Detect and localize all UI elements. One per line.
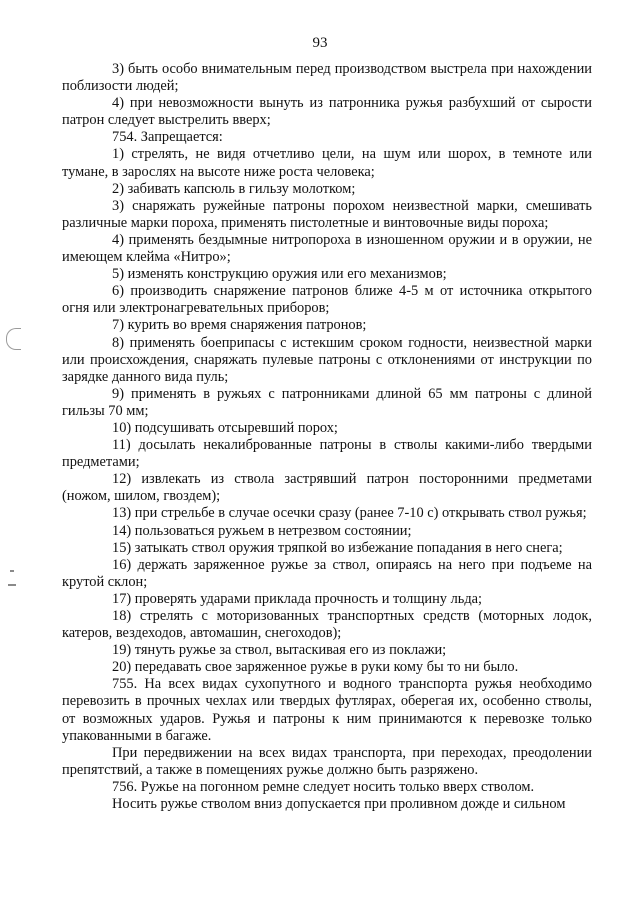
- scan-binding-mark: [6, 566, 16, 594]
- paragraph: 8) применять боеприпасы с истекшим сроком годности, неизвестной марки или происхождения, снаряжать пулевые патроны с отклонениями от инструкции по зарядке данного вида пуль;: [62, 334, 592, 385]
- paragraph: 14) пользоваться ружьем в нетрезвом состоянии;: [112, 522, 412, 539]
- paragraph: 12) извлекать из ствола застрявший патрон посторонними предметами (ножом, шилом, гвоздем);: [62, 471, 592, 505]
- paragraph: 3) снаряжать ружейные патроны порохом неизвестной марки, смешивать различные марки пороха, применять пистолетные и винтовочные виды пороха;: [62, 197, 592, 231]
- paragraph: 755. На всех видах сухопутного и водного транспорта ружья необходимо перевозить в прочных чехлах или твердых футлярах, оберегая их, особенно стволы, от возможных ударов. Ружья и патроны к ним принимаются к перевозке только упакованными в багаже.: [62, 676, 592, 744]
- paragraph: Носить ружье стволом вниз допускается при проливном дожде и сильном: [112, 796, 566, 813]
- paragraph: 15) затыкать ствол оружия тряпкой во избежание попадания в него снега;: [112, 539, 563, 556]
- paragraph: 5) изменять конструкцию оружия или его механизмов;: [112, 266, 447, 283]
- paragraph: 11) досылать некалиброванные патроны в стволы какими-либо твердыми предметами;: [62, 437, 592, 471]
- paragraph: 9) применять в ружьях с патронниками длиной 65 мм патроны с длиной гильзы 70 мм;: [62, 385, 592, 419]
- paragraph: 4) применять бездымные нитропороха в изношенном оружии и в оружии, не имеющем клейма «Нитро»;: [62, 231, 592, 266]
- paragraph: 13) при стрельбе в случае осечки сразу (ранее 7-10 с) открывать ствол ружья;: [112, 505, 587, 522]
- paragraph: 2) забивать капсюль в гильзу молотком;: [112, 180, 356, 197]
- paragraph: 18) стрелять с моторизованных транспортных средств (моторных лодок, катеров, вездеходов, автомашин, снегоходов);: [62, 608, 592, 642]
- paragraph: 10) подсушивать отсыревший порох;: [112, 419, 338, 436]
- paragraph: 1) стрелять, не видя отчетливо цели, на шум или шорох, в темноте или тумане, в зарослях на высоте ниже роста человека;: [62, 146, 592, 180]
- page-number: 93: [312, 35, 328, 51]
- paragraph: 17) проверять ударами приклада прочность и толщину льда;: [112, 590, 483, 607]
- scan-binding-mark: [6, 328, 21, 350]
- paragraph: 20) передавать свое заряженное ружье в руки кому бы то ни было.: [112, 659, 519, 676]
- paragraph: 756. Ружье на погонном ремне следует носить только вверх стволом.: [112, 778, 535, 795]
- paragraph: 754. Запрещается:: [112, 129, 223, 146]
- document-body: [62, 61, 592, 813]
- paragraph: 16) держать заряженное ружье за ствол, опираясь на него при подъеме на крутой склон;: [62, 556, 592, 590]
- paragraph: 3) быть особо внимательным перед производством выстрела при нахождении поблизости людей;: [62, 61, 592, 95]
- paragraph: При передвижении на всех видах транспорта, при переходах, преодолении препятствий, а также в помещениях ружье должно быть разряжено.: [62, 744, 592, 778]
- paragraph: 6) производить снаряжение патронов ближе 4-5 м от источника открытого огня или электронагревательных приборов;: [62, 283, 592, 317]
- paragraph: 7) курить во время снаряжения патронов;: [112, 317, 367, 334]
- paragraph: 19) тянуть ружье за ствол, вытаскивая его из поклажи;: [112, 642, 447, 659]
- paragraph: 4) при невозможности вынуть из патронника ружья разбухший от сырости патрон следует выстрелить вверх;: [62, 95, 592, 129]
